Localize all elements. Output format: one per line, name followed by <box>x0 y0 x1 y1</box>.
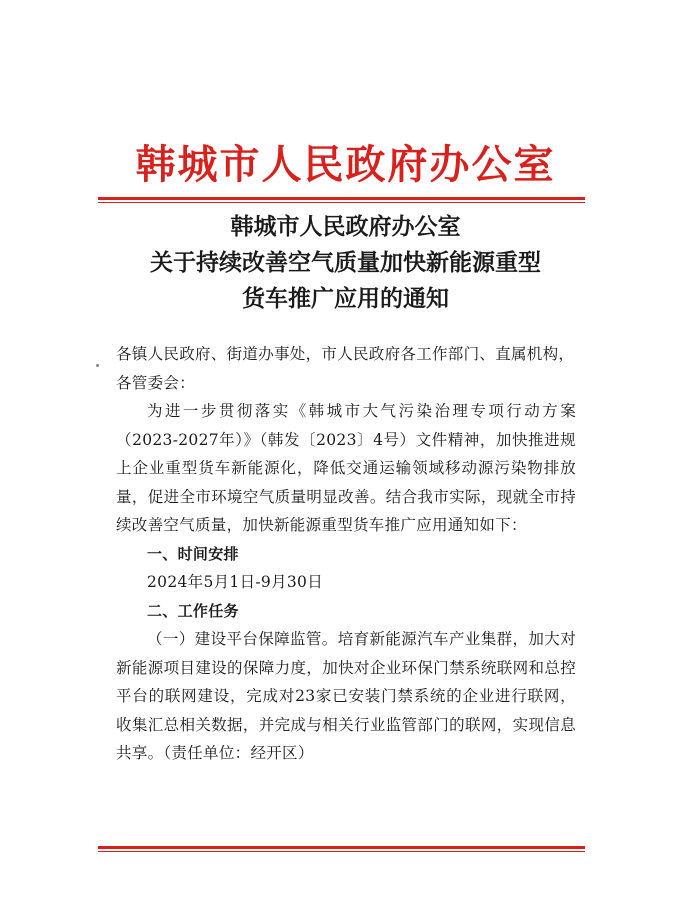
document-title-line-1: 韩城市人民政府办公室 <box>230 213 461 240</box>
intro-paragraph: 为进一步贯彻落实《韩城市大气污染治理专项行动方案（2023-2027年）》（韩发〔2023〕4号）文件精神，加快推进规上企业重型货车新能源化，降低交通运输领域移动源污染物排放量，促进全市环境空气质量明显改善。结合我市实际，现就全市持续改善空气质量，加快新能源重型货车推广应用通知如下： <box>116 402 576 534</box>
schedule-text: 2024年5月1日-9月30日 <box>147 573 323 591</box>
addressee-line-1: 各镇人民政府、街道办事处，市人民政府各工作部门、直属机构， <box>116 345 575 363</box>
document-title-line-3: 货车推广应用的通知 <box>242 285 449 312</box>
document-body <box>116 340 576 768</box>
issuing-office-header: 韩城市人民政府办公室 <box>135 141 556 188</box>
footer-divider <box>98 846 585 852</box>
document-title-line-2: 关于持续改善空气质量加快新能源重型 <box>150 249 541 276</box>
section-heading-schedule: 一、时间安排 <box>147 544 239 563</box>
task-paragraph-1: （一）建设平台保障监管。培育新能源汽车产业集群，加大对新能源项目建设的保障力度，加快对企业环保门禁系统联网和总控平台的联网建设，完成对23家已安装门禁系统的企业进行联网，收集汇总相关数据，并完成与相关行业监管部门的联网，实现信息共享。（责任单位：经开区） <box>116 630 576 762</box>
header-divider-thin-line <box>98 202 585 203</box>
section-heading-tasks: 二、工作任务 <box>147 601 239 620</box>
document-title <box>0 209 691 317</box>
header-divider <box>98 197 585 203</box>
addressee-line-2: 各管委会： <box>116 373 196 392</box>
footer-divider-thin-line <box>98 851 585 852</box>
scan-speck <box>96 364 99 367</box>
